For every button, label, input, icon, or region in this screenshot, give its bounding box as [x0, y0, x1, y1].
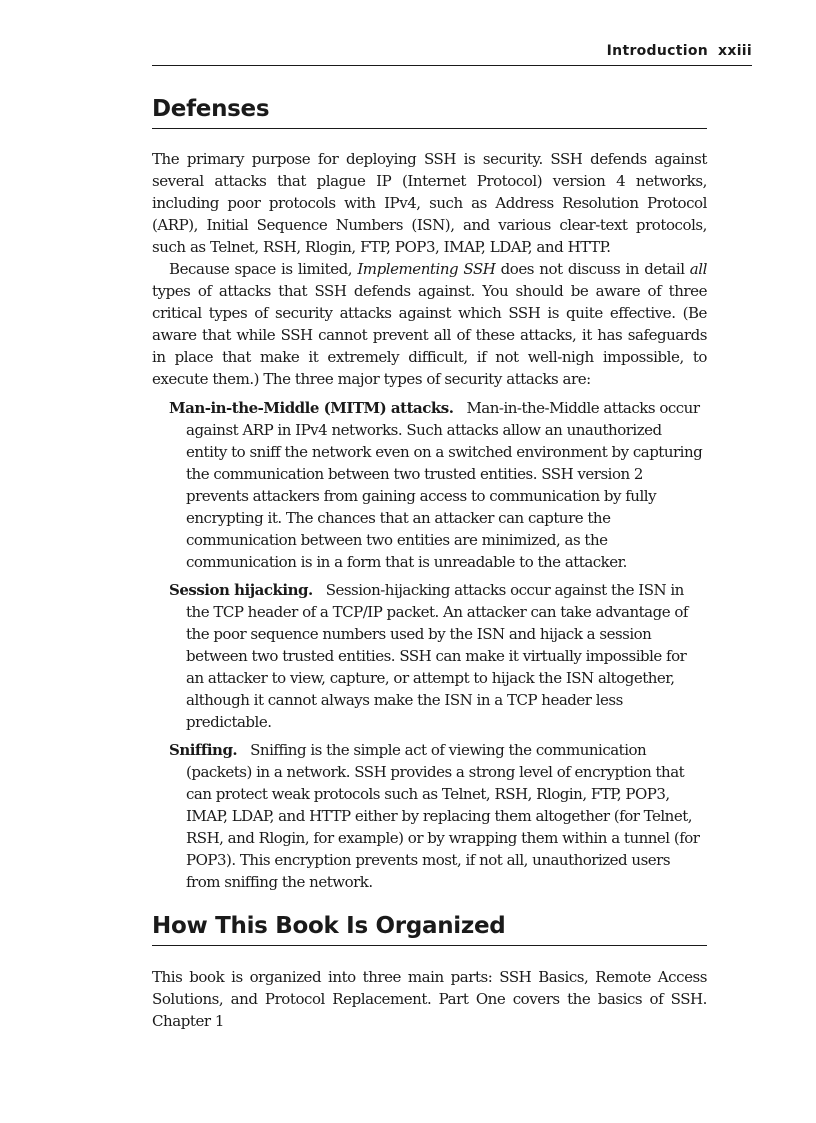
- paragraph-text: does not discuss in detail: [495, 260, 690, 278]
- attack-term: Session hijacking.: [169, 581, 313, 599]
- attack-list: [152, 397, 707, 893]
- paragraph-text: types of attacks that SSH defends against. You should be aware of three critical types of security attacks against which SSH is quite effective. (Be aware that while SSH cannot prevent all of these attacks, it has safeguards in place that make it extremely difficult, if not well-nigh impossible, to execute them.) The three major types of security attacks are:: [152, 282, 707, 388]
- attack-term: Man-in-the-Middle (MITM) attacks.: [169, 399, 454, 417]
- emphasis-all: all: [689, 260, 707, 278]
- organization-paragraph-1: This book is organized into three main parts: SSH Basics, Remote Access Solutions, and Protocol Replacement. Part One covers the basics of SSH. Chapter 1: [152, 968, 707, 1030]
- paragraph-text: Because space is limited,: [169, 260, 358, 278]
- attack-item-mitm: [152, 397, 705, 573]
- book-title: Implementing SSH: [357, 260, 496, 278]
- attack-description: Man-in-the-Middle attacks occur against ARP in IPv4 networks. Such attacks allow an unauthorized entity to sniff the network even on a switched environment by capturing the communication between two trusted entities. SSH version 2 prevents attackers from gaining access to communication by fully encrypting it. The chances that an attacker can capture the communication between two entities are minimized, as the communication is in a form that is unreadable to the attacker.: [186, 399, 703, 571]
- attack-item-sniffing: [152, 739, 705, 893]
- running-header: [152, 43, 752, 59]
- organization-heading: How This Book Is Organized: [152, 913, 707, 946]
- page-number: xxiii: [718, 43, 752, 59]
- attack-item-session-hijacking: [152, 579, 705, 733]
- header-rule: [152, 65, 752, 66]
- organization-body: [152, 966, 707, 1032]
- defenses-paragraph-1: The primary purpose for deploying SSH is security. SSH defends against several attacks that plague IP (Internet Protocol) version 4 networks, including poor protocols with IPv4, such as Address Resolution Protocol (ARP), Initial Sequence Numbers (ISN), and various clear-text protocols, such as Telnet, RSH, Rlogin, FTP, POP3, IMAP, LDAP, and HTTP.: [152, 150, 707, 256]
- defenses-heading: Defenses: [152, 96, 707, 129]
- attack-description: Sniffing is the simple act of viewing the communication (packets) in a network. SSH provides a strong level of encryption that can protect weak protocols such as Telnet, RSH, Rlogin, FTP, POP3, IMAP, LDAP, and HTTP either by replacing them altogether (for Telnet, RSH, and Rlogin, for example) or by wrapping them within a tunnel (for POP3). This encryption prevents most, if not all, unauthorized users from sniffing the network.: [186, 741, 700, 891]
- attack-description: Session-hijacking attacks occur against the ISN in the TCP header of a TCP/IP packet. An attacker can take advantage of the poor sequence numbers used by the ISN and hijack a session between two trusted entities. SSH can make it virtually impossible for an attacker to view, capture, or attempt to hijack the ISN altogether, although it cannot always make the ISN in a TCP header less predictable.: [186, 581, 688, 731]
- running-header-title: Introduction: [606, 43, 709, 59]
- defenses-paragraph-2: [152, 258, 707, 390]
- defenses-body: [152, 148, 707, 899]
- attack-term: Sniffing.: [169, 741, 238, 759]
